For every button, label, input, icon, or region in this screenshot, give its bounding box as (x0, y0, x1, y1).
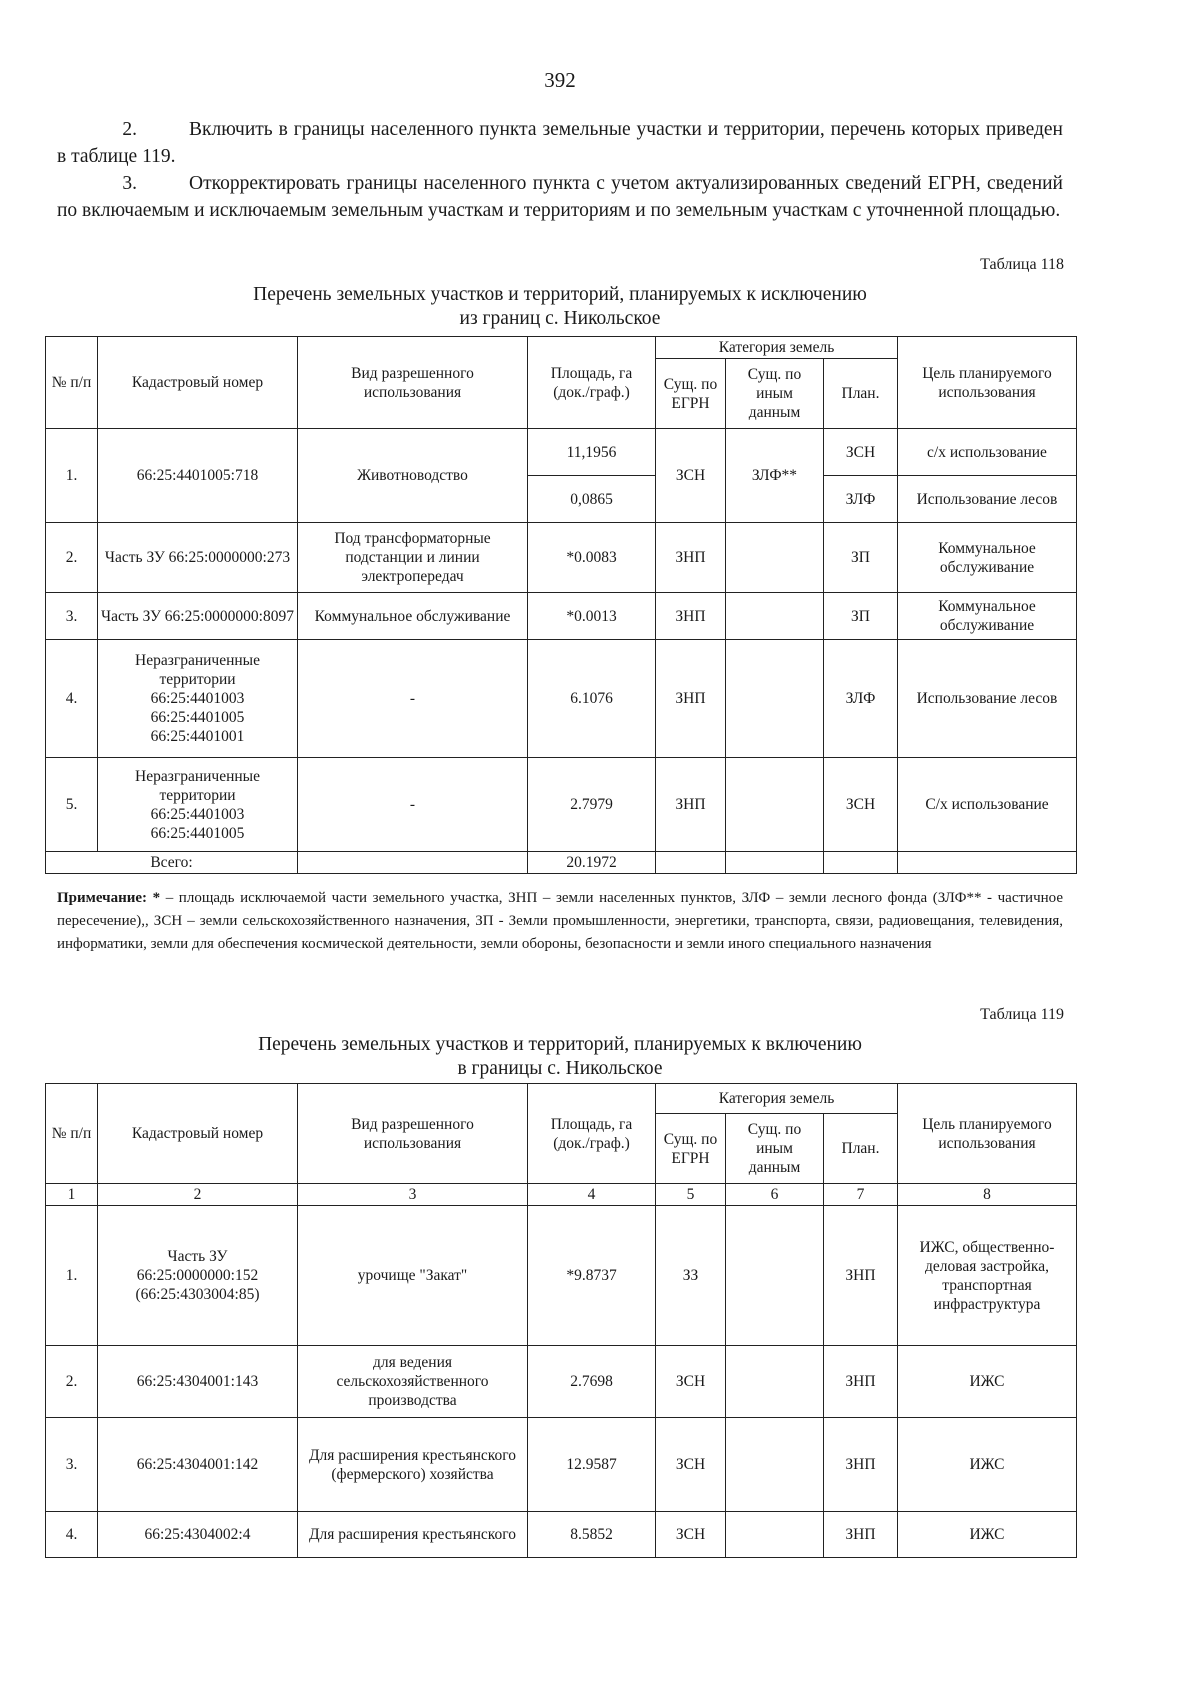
cell-empty (298, 852, 528, 874)
cell-num: 3. (46, 1418, 98, 1512)
cell-other (726, 640, 824, 758)
table-119-title-line-1: Перечень земельных участков и территорий, планируемых к включению (258, 1034, 862, 1055)
column-index: 5 (656, 1184, 726, 1206)
cell-num: 4. (46, 640, 98, 758)
cell-num: 3. (46, 593, 98, 640)
header-num: № п/п (46, 1084, 98, 1184)
cell-plan: ЗЛФ (824, 476, 898, 523)
cell-egrn: ЗСН (656, 1418, 726, 1512)
cell-usage: Для расширения крестьянского (298, 1512, 528, 1558)
table-118-note (57, 887, 1063, 956)
cell-plan: ЗНП (824, 1206, 898, 1346)
cell-cadastral-line: Часть ЗУ (167, 1248, 228, 1265)
table-row (46, 429, 1077, 476)
cell-purpose: Использование лесов (898, 640, 1077, 758)
header-purpose: Цель планируемого использования (898, 337, 1077, 429)
column-index-row (46, 1184, 1077, 1206)
cell-plan: ЗНП (824, 1512, 898, 1558)
table-row (46, 640, 1077, 758)
header-num: № п/п (46, 337, 98, 429)
note-label: Примечание: * (57, 890, 161, 906)
cell-cadastral: 66:25:4401005:718 (98, 429, 298, 523)
cell-num: 2. (46, 523, 98, 593)
cell-cadastral (98, 1206, 298, 1346)
cell-cadastral: 66:25:4304001:143 (98, 1346, 298, 1418)
cell-purpose: С/х использование (898, 758, 1077, 852)
table-118-title-line-1: Перечень земельных участков и территорий, планируемых к исключению (253, 284, 867, 305)
cell-egrn: ЗЗ (656, 1206, 726, 1346)
cell-other (726, 1346, 824, 1418)
cell-egrn: ЗНП (656, 758, 726, 852)
header-other: Сущ. по иным данным (726, 359, 824, 429)
header-usage: Вид разрешенного использования (298, 337, 528, 429)
table-118-label: Таблица 118 (980, 256, 1064, 273)
column-index: 6 (726, 1184, 824, 1206)
header-purpose: Цель планируемого использования (898, 1084, 1077, 1184)
table-119-title (57, 1033, 1063, 1081)
cell-other (726, 523, 824, 593)
cell-area: *0.0083 (528, 523, 656, 593)
table-row (46, 1206, 1077, 1346)
cell-plan: ЗНП (824, 1346, 898, 1418)
table-row (46, 1418, 1077, 1512)
cell-cadastral-line: Неразграниченные территории (135, 652, 260, 688)
column-index: 3 (298, 1184, 528, 1206)
cell-egrn: ЗНП (656, 593, 726, 640)
paragraph-2 (57, 116, 1063, 170)
cell-num: 4. (46, 1512, 98, 1558)
column-index: 8 (898, 1184, 1077, 1206)
table-row (46, 523, 1077, 593)
total-row (46, 852, 1077, 874)
header-area: Площадь, га (док./граф.) (528, 337, 656, 429)
cell-other (726, 1206, 824, 1346)
header-usage: Вид разрешенного использования (298, 1084, 528, 1184)
header-plan: План. (824, 359, 898, 429)
cell-egrn: ЗСН (656, 1346, 726, 1418)
cell-cadastral: 66:25:4304002:4 (98, 1512, 298, 1558)
cell-other: ЗЛФ** (726, 429, 824, 523)
total-value: 20.1972 (528, 852, 656, 874)
table-row (46, 593, 1077, 640)
cell-plan: ЗП (824, 523, 898, 593)
cell-cadastral-line: Неразграниченные территории (135, 767, 260, 804)
cell-area: *9.8737 (528, 1206, 656, 1346)
cell-cadastral: Часть ЗУ 66:25:0000000:8097 (98, 593, 298, 640)
cell-other (726, 1512, 824, 1558)
cell-cadastral: 66:25:4304001:142 (98, 1418, 298, 1512)
paragraph-2-number: 2. (122, 119, 137, 140)
table-row (46, 758, 1077, 852)
cell-cadastral-line: 66:25:0000000:152 (136, 1267, 259, 1284)
table-118-title (57, 283, 1063, 331)
paragraph-3-text: Откорректировать границы населенного пункта с учетом актуализированных сведений ЕГРН, сведений по включаемым и исключаемым земельным участкам и территориям и по земельным участкам с уточненной площадью. (57, 173, 1063, 221)
header-egrn: Сущ. по ЕГРН (656, 1114, 726, 1184)
column-index: 7 (824, 1184, 898, 1206)
cell-cadastral-line: 66:25:4401005 (150, 709, 245, 726)
cell-cadastral-line: 66:25:4401003 (150, 690, 245, 707)
cell-cadastral (98, 640, 298, 758)
header-plan: План. (824, 1114, 898, 1184)
page-number: 392 (544, 68, 576, 92)
cell-cadastral-line: 66:25:4401005 (150, 824, 245, 842)
cell-usage: - (298, 640, 528, 758)
total-label: Всего: (46, 852, 298, 874)
cell-num: 5. (46, 758, 98, 852)
cell-usage: для ведения сельскохозяйственного производства (298, 1346, 528, 1418)
cell-purpose: ИЖС, общественно-деловая застройка, транспортная инфраструктура (898, 1206, 1077, 1346)
cell-empty (824, 852, 898, 874)
column-index: 4 (528, 1184, 656, 1206)
header-cadastral: Кадастровый номер (98, 337, 298, 429)
cell-purpose: ИЖС (898, 1418, 1077, 1512)
cell-usage: - (298, 758, 528, 852)
column-index: 1 (46, 1184, 98, 1206)
paragraph-3 (57, 170, 1063, 224)
cell-cadastral: Часть ЗУ 66:25:0000000:273 (98, 523, 298, 593)
cell-purpose: с/х использование (898, 429, 1077, 476)
cell-egrn: ЗНП (656, 640, 726, 758)
cell-egrn: ЗСН (656, 1512, 726, 1558)
table-row (46, 1512, 1077, 1558)
cell-usage: урочище "Закат" (298, 1206, 528, 1346)
cell-cadastral-line: 66:25:4401001 (150, 728, 245, 745)
header-egrn: Сущ. по ЕГРН (656, 359, 726, 429)
table-119-title-line-2: в границы с. Никольское (457, 1058, 663, 1079)
cell-purpose: Использование лесов (898, 476, 1077, 523)
header-other: Сущ. по иным данным (726, 1114, 824, 1184)
table-118-title-line-2: из границ с. Никольское (459, 308, 661, 329)
cell-area: *0.0013 (528, 593, 656, 640)
paragraph-2-text: Включить в границы населенного пункта земельные участки и территории, перечень которых приведен в таблице 119. (57, 119, 1063, 167)
cell-area: 12.9587 (528, 1418, 656, 1512)
cell-num: 1. (46, 429, 98, 523)
table-118 (45, 336, 1077, 874)
table-row (46, 1346, 1077, 1418)
cell-other (726, 758, 824, 852)
cell-empty (726, 852, 824, 874)
cell-area: 2.7698 (528, 1346, 656, 1418)
paragraph-3-number: 3. (122, 173, 137, 194)
cell-usage: Под трансформаторные подстанции и линии электропередач (298, 523, 528, 593)
column-index: 2 (98, 1184, 298, 1206)
cell-purpose: Коммунальное обслуживание (898, 523, 1077, 593)
cell-empty (898, 852, 1077, 874)
header-category: Категория земель (656, 1084, 898, 1114)
cell-num: 2. (46, 1346, 98, 1418)
cell-plan: ЗСН (824, 758, 898, 852)
cell-usage: Коммунальное обслуживание (298, 593, 528, 640)
cell-other (726, 593, 824, 640)
header-category: Категория земель (656, 337, 898, 359)
cell-plan: ЗСН (824, 429, 898, 476)
cell-usage: Животноводство (298, 429, 528, 523)
table-119-label: Таблица 119 (980, 1006, 1064, 1023)
cell-area: 2.7979 (528, 758, 656, 852)
header-area: Площадь, га (док./граф.) (528, 1084, 656, 1184)
cell-plan: ЗЛФ (824, 640, 898, 758)
cell-cadastral-line: (66:25:4303004:85) (135, 1286, 260, 1303)
cell-plan: ЗНП (824, 1418, 898, 1512)
header-cadastral: Кадастровый номер (98, 1084, 298, 1184)
cell-plan: ЗП (824, 593, 898, 640)
cell-cadastral-line: 66:25:4401003 (150, 805, 245, 823)
cell-egrn: ЗСН (656, 429, 726, 523)
cell-area: 6.1076 (528, 640, 656, 758)
cell-num: 1. (46, 1206, 98, 1346)
cell-other (726, 1418, 824, 1512)
cell-usage: Для расширения крестьянского (фермерского) хозяйства (298, 1418, 528, 1512)
cell-area: 11,1956 (528, 429, 656, 476)
table-119 (45, 1083, 1077, 1558)
cell-purpose: ИЖС (898, 1346, 1077, 1418)
cell-egrn: ЗНП (656, 523, 726, 593)
cell-purpose: Коммунальное обслуживание (898, 593, 1077, 640)
note-text: – площадь исключаемой части земельного участка, ЗНП – земли населенных пунктов, ЗЛФ – земли лесного фонда (ЗЛФ** - частичное пересечение),, ЗСН – земли сельскохозяйственного назначения, ЗП - Земли промышленности, энергетики, транспорта, связи, радиовещания, телевидения, информатики, земли для обеспечения космической деятельности, земли обороны, безопасности и земли иного специального назначения (57, 890, 1063, 952)
cell-cadastral (98, 758, 298, 852)
cell-area: 8.5852 (528, 1512, 656, 1558)
cell-empty (656, 852, 726, 874)
cell-area: 0,0865 (528, 476, 656, 523)
cell-purpose: ИЖС (898, 1512, 1077, 1558)
